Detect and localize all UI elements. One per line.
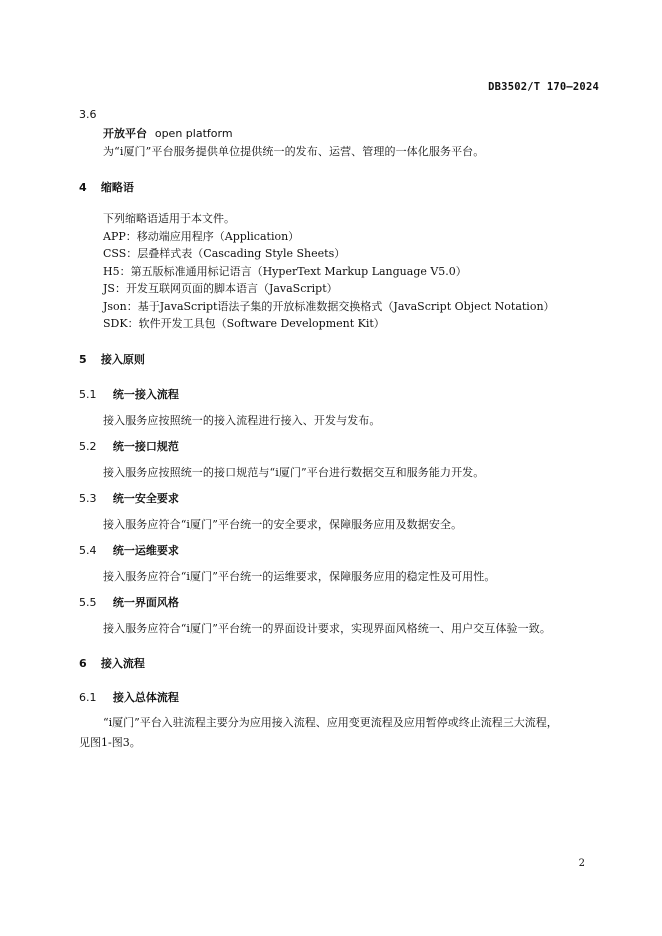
abbreviation-item: CSS：层叠样式表（Cascading Style Sheets） bbox=[103, 247, 346, 260]
section-5-5-number: 5.5 bbox=[79, 596, 97, 609]
section-6-1-text-line2: 见图1-图3。 bbox=[79, 736, 141, 749]
section-5-1-title: 统一接入流程 bbox=[112, 388, 179, 401]
section-5-3-text: 接入服务应符合“i厦门”平台统一的安全要求，保障服务应用及数据安全。 bbox=[103, 518, 463, 531]
abbreviation-item: H5：第五版标准通用标记语言（HyperText Markup Language V5.0） bbox=[103, 264, 467, 278]
section-4-number: 4 bbox=[79, 181, 87, 194]
section-5-3-number: 5.3 bbox=[79, 492, 97, 505]
term-name-en: open platform bbox=[154, 127, 233, 140]
section-5-title: 接入原则 bbox=[100, 353, 145, 366]
section-5-heading bbox=[79, 351, 145, 367]
section-6-number: 6 bbox=[79, 657, 87, 670]
section-6-1-text-line1: “i厦门”平台入驻流程主要分为应用接入流程、应用变更流程及应用暂停或终止流程三大流程， bbox=[103, 716, 558, 729]
section-6-1-heading bbox=[79, 689, 179, 705]
page-number: 2 bbox=[578, 858, 585, 869]
abbreviation-list bbox=[103, 210, 555, 333]
term-definition: 为“i厦门”平台服务提供单位提供统一的发布、运营、管理的一体化服务平台。 bbox=[103, 145, 485, 158]
abbreviation-item: APP：移动端应用程序（Application） bbox=[103, 229, 300, 243]
section-5-3-title: 统一安全要求 bbox=[112, 492, 179, 505]
section-6-heading bbox=[79, 655, 145, 671]
section-5-4-text: 接入服务应符合“i厦门”平台统一的运维要求，保障服务应用的稳定性及可用性。 bbox=[103, 570, 496, 583]
section-5-5-title: 统一界面风格 bbox=[112, 596, 179, 609]
section-5-2-heading bbox=[79, 438, 179, 454]
document-code: DB3502/T 170—2024 bbox=[488, 81, 599, 93]
section-4-title: 缩略语 bbox=[100, 181, 134, 194]
abbreviation-item: JS：开发互联网页面的脚本语言（JavaScript） bbox=[103, 282, 338, 295]
abbreviation-intro: 下列缩略语适用于本文件。 bbox=[103, 212, 235, 225]
term-number: 3.6 bbox=[79, 108, 97, 121]
section-6-1-paragraph bbox=[79, 713, 601, 753]
section-5-1-heading bbox=[79, 386, 179, 402]
section-5-5-heading bbox=[79, 594, 179, 610]
section-5-2-number: 5.2 bbox=[79, 440, 97, 453]
section-5-2-title: 统一接口规范 bbox=[112, 440, 179, 453]
section-4-heading bbox=[79, 179, 134, 195]
section-6-1-title: 接入总体流程 bbox=[112, 691, 179, 704]
abbreviation-item: Json：基于JavaScript语法子集的开放标准数据交换格式（JavaScript Object Notation） bbox=[103, 299, 555, 313]
abbreviation-item: SDK：软件开发工具包（Software Development Kit） bbox=[103, 317, 385, 330]
section-6-title: 接入流程 bbox=[100, 657, 145, 670]
section-5-4-heading bbox=[79, 542, 179, 558]
section-5-5-text: 接入服务应符合“i厦门”平台统一的界面设计要求，实现界面风格统一、用户交互体验一致。 bbox=[103, 622, 551, 635]
section-6-1-number: 6.1 bbox=[79, 691, 97, 704]
term-name bbox=[103, 125, 233, 141]
term-name-cn: 开放平台 bbox=[103, 127, 147, 140]
section-5-2-text: 接入服务应按照统一的接口规范与“i厦门”平台进行数据交互和服务能力开发。 bbox=[103, 466, 485, 479]
section-5-4-number: 5.4 bbox=[79, 544, 97, 557]
section-5-3-heading bbox=[79, 490, 179, 506]
section-5-4-title: 统一运维要求 bbox=[112, 544, 179, 557]
section-5-1-text: 接入服务应按照统一的接入流程进行接入、开发与发布。 bbox=[103, 414, 381, 427]
section-5-1-number: 5.1 bbox=[79, 388, 97, 401]
section-5-number: 5 bbox=[79, 353, 87, 366]
